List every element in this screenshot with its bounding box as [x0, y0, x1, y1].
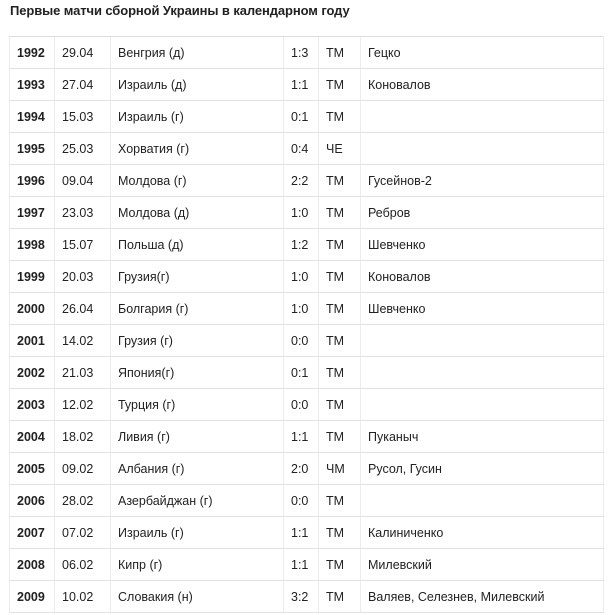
- match-type-cell: ТМ: [319, 165, 361, 197]
- scorers-cell: Калиниченко: [361, 517, 604, 549]
- matches-table-body: [10, 37, 604, 613]
- score-cell: 1:1: [284, 517, 319, 549]
- table-row: [10, 581, 604, 613]
- opponent-cell: Грузия (г): [111, 325, 284, 357]
- match-type-cell: ТМ: [319, 485, 361, 517]
- year-cell: 2000: [10, 293, 55, 325]
- year-cell: 2005: [10, 453, 55, 485]
- opponent-cell: Израиль (г): [111, 517, 284, 549]
- opponent-cell: Молдова (д): [111, 197, 284, 229]
- table-row: [10, 165, 604, 197]
- table-row: [10, 69, 604, 101]
- scorers-cell: [361, 325, 604, 357]
- match-type-cell: ТМ: [319, 421, 361, 453]
- scorers-cell: Шевченко: [361, 293, 604, 325]
- year-cell: 1997: [10, 197, 55, 229]
- score-cell: 1:1: [284, 421, 319, 453]
- date-cell: 23.03: [55, 197, 111, 229]
- date-cell: 09.02: [55, 453, 111, 485]
- date-cell: 15.07: [55, 229, 111, 261]
- date-cell: 18.02: [55, 421, 111, 453]
- match-type-cell: ТМ: [319, 357, 361, 389]
- scorers-cell: Гусейнов-2: [361, 165, 604, 197]
- scorers-cell: [361, 101, 604, 133]
- opponent-cell: Молдова (г): [111, 165, 284, 197]
- date-cell: 15.03: [55, 101, 111, 133]
- match-type-cell: ТМ: [319, 101, 361, 133]
- match-type-cell: ТМ: [319, 389, 361, 421]
- date-cell: 12.02: [55, 389, 111, 421]
- match-type-cell: ТМ: [319, 517, 361, 549]
- year-cell: 1998: [10, 229, 55, 261]
- scorers-cell: [361, 133, 604, 165]
- opponent-cell: Израиль (д): [111, 69, 284, 101]
- scorers-cell: Пуканыч: [361, 421, 604, 453]
- year-cell: 1994: [10, 101, 55, 133]
- scorers-cell: [361, 357, 604, 389]
- year-cell: 2009: [10, 581, 55, 613]
- score-cell: 2:2: [284, 165, 319, 197]
- score-cell: 1:0: [284, 261, 319, 293]
- match-type-cell: ТМ: [319, 261, 361, 293]
- score-cell: 1:1: [284, 549, 319, 581]
- match-type-cell: ТМ: [319, 581, 361, 613]
- opponent-cell: Азербайджан (г): [111, 485, 284, 517]
- table-row: [10, 357, 604, 389]
- opponent-cell: Грузия(г): [111, 261, 284, 293]
- year-cell: 2003: [10, 389, 55, 421]
- date-cell: 28.02: [55, 485, 111, 517]
- date-cell: 20.03: [55, 261, 111, 293]
- table-row: [10, 133, 604, 165]
- year-cell: 2004: [10, 421, 55, 453]
- score-cell: 0:0: [284, 485, 319, 517]
- table-row: [10, 229, 604, 261]
- match-type-cell: ТМ: [319, 69, 361, 101]
- match-type-cell: ЧМ: [319, 453, 361, 485]
- table-row: [10, 261, 604, 293]
- year-cell: 1996: [10, 165, 55, 197]
- table-row: [10, 37, 604, 69]
- opponent-cell: Венгрия (д): [111, 37, 284, 69]
- year-cell: 1995: [10, 133, 55, 165]
- match-type-cell: ТМ: [319, 325, 361, 357]
- table-row: [10, 197, 604, 229]
- score-cell: 1:2: [284, 229, 319, 261]
- score-cell: 1:0: [284, 293, 319, 325]
- date-cell: 26.04: [55, 293, 111, 325]
- scorers-cell: Коновалов: [361, 69, 604, 101]
- year-cell: 1993: [10, 69, 55, 101]
- score-cell: 0:0: [284, 389, 319, 421]
- match-type-cell: ТМ: [319, 229, 361, 261]
- scorers-cell: [361, 389, 604, 421]
- opponent-cell: Хорватия (г): [111, 133, 284, 165]
- scorers-cell: Шевченко: [361, 229, 604, 261]
- table-row: [10, 325, 604, 357]
- opponent-cell: Япония(г): [111, 357, 284, 389]
- date-cell: 14.02: [55, 325, 111, 357]
- table-row: [10, 101, 604, 133]
- year-cell: 1999: [10, 261, 55, 293]
- table-row: [10, 293, 604, 325]
- table-row: [10, 389, 604, 421]
- opponent-cell: Израиль (г): [111, 101, 284, 133]
- scorers-cell: Валяев, Селезнев, Милевский: [361, 581, 604, 613]
- opponent-cell: Словакия (н): [111, 581, 284, 613]
- date-cell: 21.03: [55, 357, 111, 389]
- opponent-cell: Турция (г): [111, 389, 284, 421]
- score-cell: 1:1: [284, 69, 319, 101]
- opponent-cell: Албания (г): [111, 453, 284, 485]
- score-cell: 0:1: [284, 357, 319, 389]
- table-row: [10, 517, 604, 549]
- match-type-cell: ТМ: [319, 549, 361, 581]
- score-cell: 2:0: [284, 453, 319, 485]
- scorers-cell: Коновалов: [361, 261, 604, 293]
- date-cell: 29.04: [55, 37, 111, 69]
- date-cell: 25.03: [55, 133, 111, 165]
- date-cell: 10.02: [55, 581, 111, 613]
- year-cell: 1992: [10, 37, 55, 69]
- score-cell: 0:4: [284, 133, 319, 165]
- matches-table: [9, 36, 604, 613]
- score-cell: 1:3: [284, 37, 319, 69]
- year-cell: 2007: [10, 517, 55, 549]
- year-cell: 2008: [10, 549, 55, 581]
- year-cell: 2002: [10, 357, 55, 389]
- scorers-cell: Гецко: [361, 37, 604, 69]
- score-cell: 1:0: [284, 197, 319, 229]
- page-title: Первые матчи сборной Украины в календарном году: [10, 3, 350, 18]
- opponent-cell: Болгария (г): [111, 293, 284, 325]
- match-type-cell: ЧЕ: [319, 133, 361, 165]
- table-row: [10, 485, 604, 517]
- match-type-cell: ТМ: [319, 293, 361, 325]
- opponent-cell: Кипр (г): [111, 549, 284, 581]
- opponent-cell: Польша (д): [111, 229, 284, 261]
- score-cell: 3:2: [284, 581, 319, 613]
- scorers-cell: Русол, Гусин: [361, 453, 604, 485]
- match-type-cell: ТМ: [319, 37, 361, 69]
- scorers-cell: Милевский: [361, 549, 604, 581]
- match-type-cell: ТМ: [319, 197, 361, 229]
- table-row: [10, 421, 604, 453]
- score-cell: 0:1: [284, 101, 319, 133]
- date-cell: 06.02: [55, 549, 111, 581]
- scorers-cell: Ребров: [361, 197, 604, 229]
- opponent-cell: Ливия (г): [111, 421, 284, 453]
- year-cell: 2001: [10, 325, 55, 357]
- date-cell: 09.04: [55, 165, 111, 197]
- date-cell: 07.02: [55, 517, 111, 549]
- year-cell: 2006: [10, 485, 55, 517]
- table-row: [10, 549, 604, 581]
- scorers-cell: [361, 485, 604, 517]
- table-row: [10, 453, 604, 485]
- date-cell: 27.04: [55, 69, 111, 101]
- score-cell: 0:0: [284, 325, 319, 357]
